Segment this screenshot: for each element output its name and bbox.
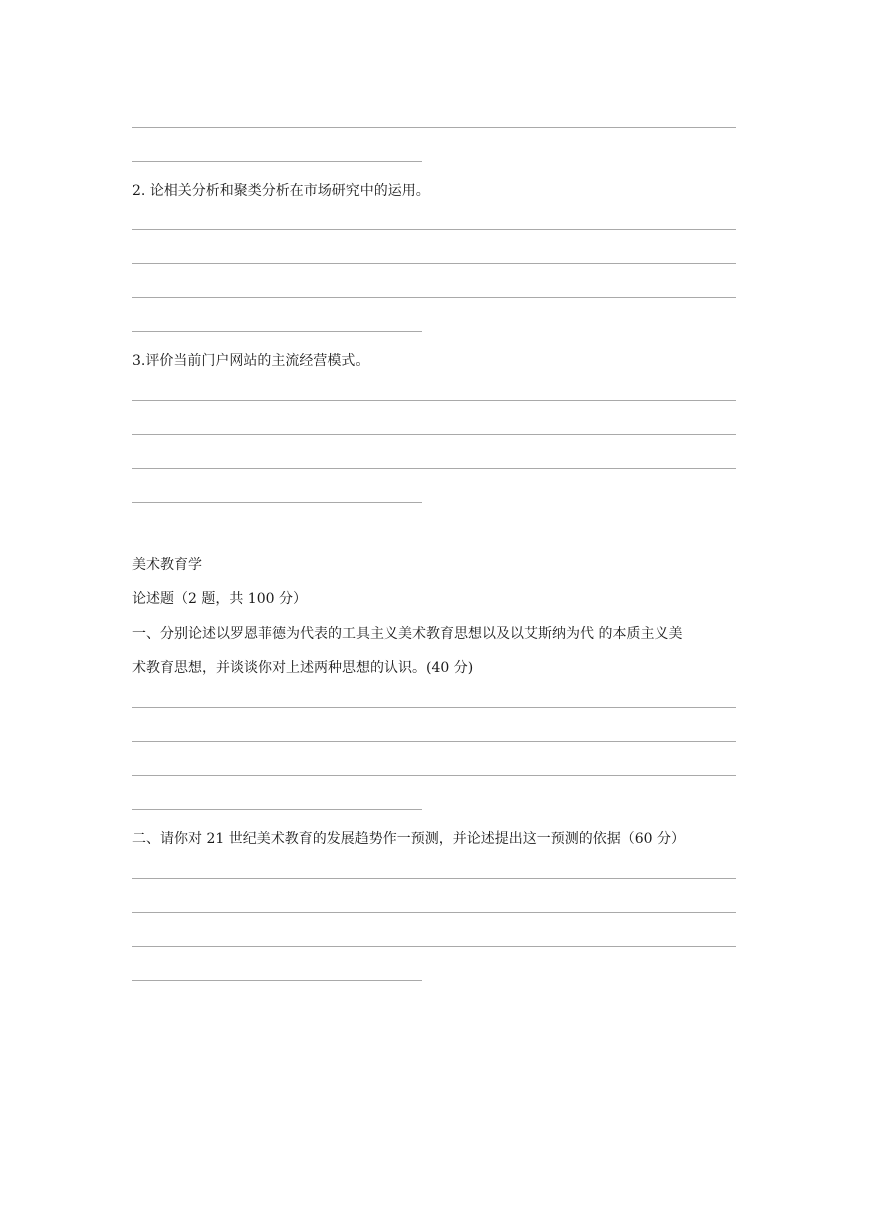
answer-line <box>132 229 736 230</box>
answer-line <box>132 707 736 708</box>
answer-line <box>132 161 422 162</box>
answer-line <box>132 468 736 469</box>
answer-line <box>132 434 736 435</box>
answer-line <box>132 946 736 947</box>
answer-line <box>132 741 736 742</box>
essay-question-2: 二、请你对 21 世纪美术教育的发展趋势作一预测，并论述提出这一预测的依据（60 分） <box>132 831 685 847</box>
question-2: 2. 论相关分析和聚类分析在市场研究中的运用。 <box>132 183 430 199</box>
answer-line <box>132 912 736 913</box>
section-subtitle: 论述题（2 题，共 100 分） <box>132 591 307 607</box>
answer-line <box>132 127 736 128</box>
answer-line <box>132 331 422 332</box>
essay-question-1-cont: 术教育思想，并谈谈你对上述两种思想的认识。(40 分) <box>132 660 474 676</box>
answer-line <box>132 775 736 776</box>
essay-question-1: 一、分别论述以罗恩菲德为代表的工具主义美术教育思想以及以艾斯纳为代 的本质主义美 <box>132 626 683 642</box>
answer-line <box>132 809 422 810</box>
answer-line <box>132 502 422 503</box>
question-3: 3.评价当前门户网站的主流经营模式。 <box>132 353 370 369</box>
answer-line <box>132 263 736 264</box>
answer-line <box>132 297 736 298</box>
section-title: 美术教育学 <box>132 557 202 573</box>
answer-line <box>132 980 422 981</box>
answer-line <box>132 878 736 879</box>
answer-line <box>132 400 736 401</box>
